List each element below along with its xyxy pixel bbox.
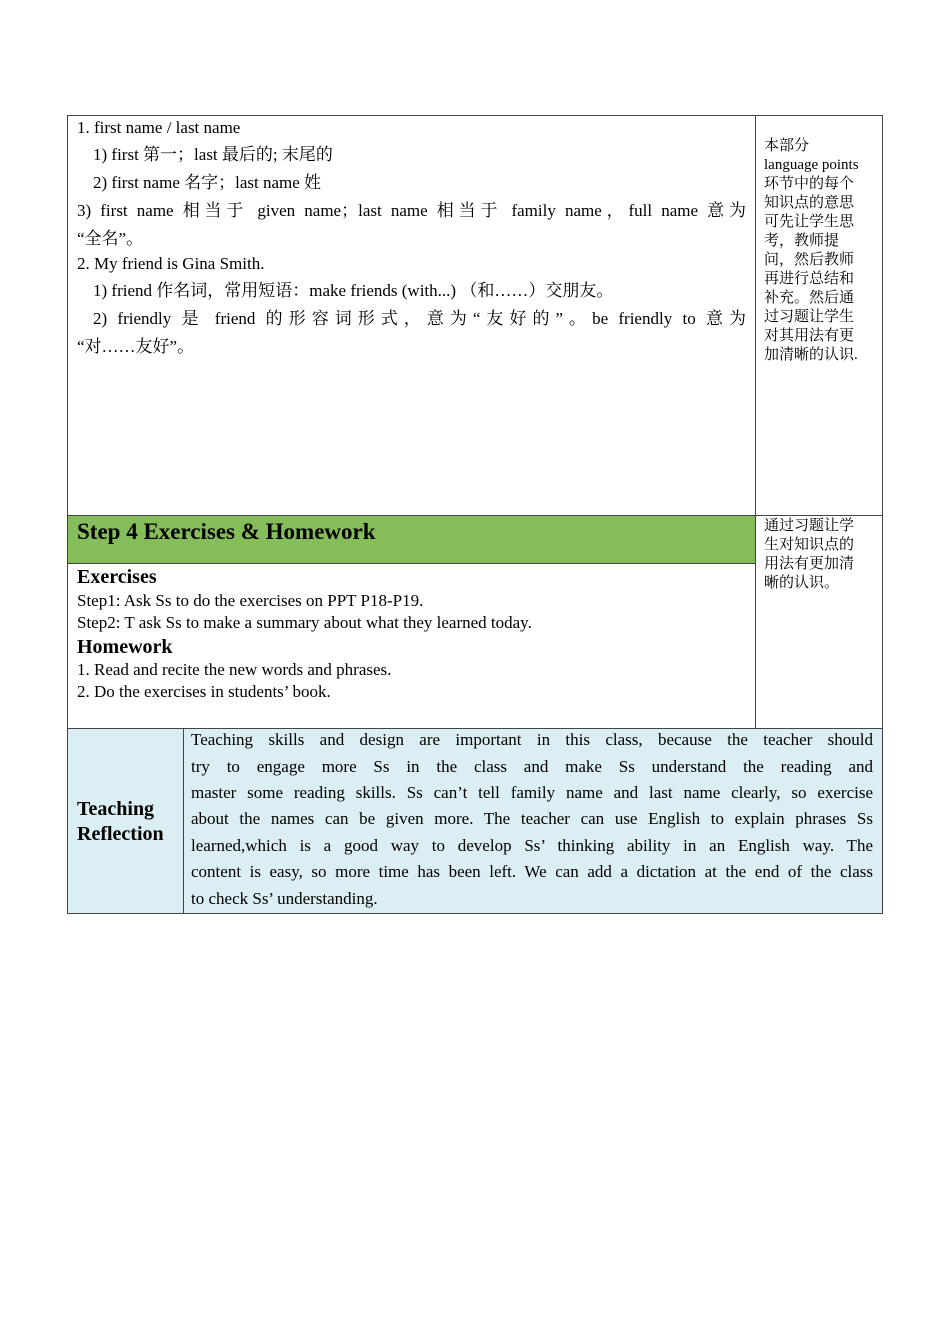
lp-line-6: 2. My friend is Gina Smith. — [77, 254, 265, 273]
reflection-label-2: Reflection — [77, 823, 164, 845]
note1-line-4: 知识点的意思 — [764, 195, 855, 211]
note1-line-12: 加清晰的认识. — [764, 347, 858, 363]
lp-line-1: 1. first name / last name — [77, 118, 241, 137]
note1-line-10: 过习题让学生 — [764, 309, 855, 325]
note1-line-9: 补充。然后通 — [764, 290, 855, 306]
lp-line-8: 2) friendly 是 friend 的形容词形式，意为“友好的”。be friendly to 意为 — [93, 309, 746, 328]
lp-line-7: 1) friend 作名词，常用短语：make friends (with...) （和……）交朋友。 — [93, 281, 614, 300]
note2-line-2: 生对知识点的 — [764, 537, 855, 553]
exercise-step-2: Step2: T ask Ss to make a summary about what they learned today. — [77, 613, 532, 632]
note1-line-8: 再进行总结和 — [764, 271, 855, 287]
note2-line-3: 用法有更加清 — [764, 556, 855, 572]
reflection-line-3: master some reading skills. Ss can’t tell family name and last name clearly, so exercise — [191, 783, 873, 802]
lp-line-2: 1) first 第一；last 最后的; 末尾的 — [93, 145, 333, 164]
reflection-line-4: about the names can be given more. The teacher can use English to explain phrases Ss — [191, 809, 873, 828]
note1-line-3: 环节中的每个 — [764, 176, 855, 192]
reflection-line-2: try to engage more Ss in the class and make Ss understand the reading and — [191, 757, 873, 776]
lp-line-9: “对……友好”。 — [77, 337, 195, 356]
note1-line-7: 问，然后教师 — [764, 252, 855, 268]
exercises-heading: Exercises — [77, 566, 157, 588]
reflection-line-1: Teaching skills and design are important in this class, because the teacher should — [191, 730, 873, 749]
note2-line-1: 通过习题让学 — [764, 518, 855, 534]
reflection-label-cell — [67, 728, 184, 914]
step4-title: Step 4 Exercises & Homework — [77, 519, 376, 544]
note1-line-11: 对其用法有更 — [764, 328, 855, 344]
lp-line-4: 3) first name 相当于 given name；last name 相当于 family name，full name 意为 — [77, 201, 746, 220]
note1-line-5: 可先让学生思 — [764, 214, 855, 230]
note1-line-1: 本部分 — [764, 138, 810, 154]
lp-line-3: 2) first name 名字；last name 姓 — [93, 173, 322, 192]
homework-heading: Homework — [77, 636, 173, 658]
note2-line-4: 晰的认识。 — [764, 575, 840, 591]
note1-line-6: 考，教师提 — [764, 233, 840, 249]
exercise-step-1: Step1: Ask Ss to do the exercises on PPT P18-P19. — [77, 591, 424, 610]
homework-item-1: 1. Read and recite the new words and phrases. — [77, 660, 392, 679]
reflection-label-1: Teaching — [77, 798, 155, 820]
lp-line-5: “全名”。 — [77, 229, 144, 248]
reflection-line-7: to check Ss’ understanding. — [191, 889, 378, 908]
reflection-line-5: learned,which is a good way to develop Ss’ thinking ability in an English way. The — [191, 836, 873, 855]
homework-item-2: 2. Do the exercises in students’ book. — [77, 682, 331, 701]
note1-line-2: language points — [764, 157, 859, 173]
reflection-line-6: content is easy, so more time has been left. We can add a dictation at the end of the class — [191, 862, 873, 881]
